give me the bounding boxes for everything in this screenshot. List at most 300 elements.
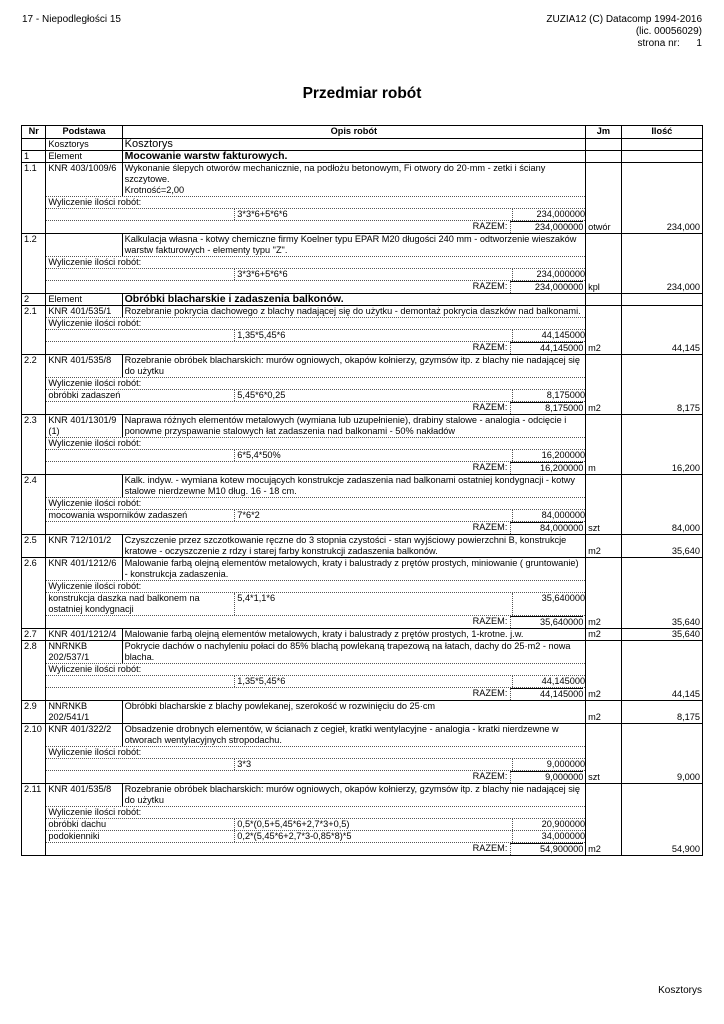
calc-row-pod: [46, 330, 586, 342]
calc-row-nr: [22, 676, 46, 688]
item-row-opis: [122, 784, 585, 807]
calc-line-label: [46, 759, 234, 770]
item-row-pod: KNR 401/535/8: [46, 355, 122, 378]
razem-grid: [46, 342, 585, 354]
item-row: [22, 784, 703, 807]
item-row: [22, 475, 703, 498]
calc-label: Wyliczenie ilości robót:: [46, 580, 585, 593]
calc-label-row: [22, 377, 703, 390]
razem-row-jm: szt: [586, 771, 622, 784]
razem-label: RAZEM:: [472, 342, 508, 352]
calc-grid: [46, 269, 585, 281]
razem-label: RAZEM:: [472, 462, 508, 472]
item-row-pod: [46, 475, 122, 498]
razem-row-pod: [46, 462, 586, 475]
item-row-opis: [122, 475, 585, 498]
calc-label-row-il: [621, 580, 702, 593]
calc-row-pod: [46, 390, 586, 402]
calc-line-label: [46, 676, 234, 687]
calc-row-nr: [22, 510, 46, 522]
kosztorys-podstawa: Kosztorys: [46, 139, 122, 151]
header-left: 17 - Niepodległości 15: [22, 14, 121, 25]
item-row-nr: 2.10: [22, 724, 46, 747]
calc-label-row-jm: [586, 497, 622, 510]
calc-line-label: [46, 330, 234, 341]
calc-row-il: [621, 819, 702, 831]
item-description: Kalk. indyw. - wymiana kotew mocujących konstrukcje zadaszenia nad balkonami ostatniej kondygnacji - kotwy stalowe nierdzewne M10 dług. 16 - 18 cm.: [124, 475, 576, 496]
calc-row-il: [621, 390, 702, 402]
razem-value: 44,145000: [510, 688, 583, 700]
calc-row-nr: [22, 593, 46, 616]
item-row-nr: 2.1: [22, 306, 46, 318]
calc-grid: [46, 330, 585, 342]
calc-row: [22, 390, 703, 402]
calc-label-row: [22, 663, 703, 676]
item-row-jm: [586, 475, 622, 498]
calc-label-row: [22, 806, 703, 819]
table-header-row: [22, 126, 703, 139]
calc-label-row-nr: [22, 437, 46, 450]
calc-row-il: [621, 593, 702, 616]
item-row-jm: [586, 784, 622, 807]
calc-row-nr: [22, 390, 46, 402]
razem-grid: [46, 281, 585, 293]
item-description: Czyszczenie przez szczotkowanie ręczne do 3 stopnia czystości - stan wyjściowy powierzchni B, konstrukcje kratowe - oczyszczenie z rdzy i starej farby konstrukcji zadaszenia balkonów.: [124, 535, 567, 556]
calc-line-label: [46, 209, 234, 220]
calc-value: 8,175000: [512, 390, 585, 401]
calc-label-row-il: [621, 437, 702, 450]
item-row-opis: [122, 355, 585, 378]
header-page-number: strona nr: 1: [637, 38, 702, 49]
item-row-nr: 2.5: [22, 535, 46, 558]
razem-row-il: 84,000: [621, 522, 702, 535]
razem-row-pod: [46, 771, 586, 784]
item-row: [22, 163, 703, 197]
section-row-jm: [586, 151, 622, 163]
calc-row-il: [621, 510, 702, 522]
item-row: [22, 558, 703, 581]
item-row-jm: [586, 641, 622, 664]
item-description: Obsadzenie drobnych elementów, w ścianach z cegieł, kratki wentylacyjne - analogia - kratki nierdzewne w otworach wentylacyjnych stropodachu.: [124, 724, 559, 745]
calc-value: 35,640000: [512, 593, 585, 615]
item-row-jm: m2: [586, 535, 622, 558]
item-row-jm: m2: [586, 629, 622, 641]
razem-grid: [46, 616, 585, 628]
item-row-opis: [122, 415, 585, 438]
header-license: (lic. 00056029): [635, 26, 702, 37]
razem-row-il: 35,640: [621, 616, 702, 629]
calc-label: Wyliczenie ilości robót:: [46, 317, 585, 330]
section-row-nr: 2: [22, 294, 46, 306]
item-row-il: [621, 234, 702, 257]
razem-row: [22, 342, 703, 355]
calc-line-label: obróbki dachu: [48, 819, 107, 829]
calc-row-jm: [586, 593, 622, 616]
razem-label: RAZEM:: [472, 843, 508, 853]
item-row-pod: NNRNKB 202/541/1: [46, 701, 122, 724]
razem-value: 234,000000: [510, 281, 583, 293]
item-row-il: [621, 558, 702, 581]
calc-row-il: [621, 450, 702, 462]
item-row-pod: KNR 712/101/2: [46, 535, 122, 558]
razem-label: RAZEM:: [472, 771, 508, 781]
calc-line-label: [46, 450, 234, 461]
section-row-pod: Element: [46, 294, 122, 306]
calc-label-row-pod: [46, 256, 586, 269]
calc-label-row-jm: [586, 806, 622, 819]
calc-label-row: [22, 497, 703, 510]
calc-row-nr: [22, 819, 46, 831]
item-row: [22, 535, 703, 558]
item-row-opis: [122, 234, 585, 257]
item-description: Malowanie farbą olejną elementów metalowych, kraty i balustrady z prętów prostych, 1-krotne. j.w.: [124, 629, 524, 639]
calc-label-row: [22, 437, 703, 450]
razem-value: 8,175000: [510, 402, 583, 414]
section-row-opis: Obróbki blacharskie i zadaszenia balkonów.: [122, 294, 585, 306]
calc-label: Wyliczenie ilości robót:: [46, 196, 585, 209]
item-row-nr: 2.8: [22, 641, 46, 664]
razem-row-nr: [22, 221, 46, 234]
calc-row-jm: [586, 676, 622, 688]
item-row: [22, 355, 703, 378]
razem-label: RAZEM:: [472, 688, 508, 698]
calc-row: [22, 831, 703, 843]
footer-label: Kosztorys: [658, 985, 702, 996]
calc-label-row-jm: [586, 580, 622, 593]
razem-row-jm: m: [586, 462, 622, 475]
item-row-jm: [586, 415, 622, 438]
calc-formula: 0,2*(5,45*6+2,7*3-0,85*8)*5: [234, 831, 512, 842]
calc-row-nr: [22, 330, 46, 342]
item-row-jm: [586, 355, 622, 378]
razem-row-il: 16,200: [621, 462, 702, 475]
calc-row: [22, 676, 703, 688]
calc-grid: [46, 450, 585, 462]
calc-row: [22, 819, 703, 831]
calc-line-label: mocowania wsporników zadaszeń: [48, 510, 188, 520]
calc-value: 44,145000: [512, 330, 585, 341]
calc-formula: 3*3*6+5*6*6: [234, 209, 512, 220]
col-header-nr: Nr: [22, 126, 46, 139]
item-row-opis: [122, 163, 585, 197]
calc-row-jm: [586, 450, 622, 462]
header-program: ZUZIA12 (C) Datacomp 1994-2016: [546, 14, 702, 25]
calc-label-row-nr: [22, 497, 46, 510]
item-row: [22, 415, 703, 438]
item-row-opis: [122, 701, 585, 724]
kosztorys-ilosc: [621, 139, 702, 151]
item-row-pod: KNR 401/1301/9 (1): [46, 415, 122, 438]
calc-row-jm: [586, 209, 622, 221]
calc-label-row-jm: [586, 437, 622, 450]
col-header-jm: Jm: [586, 126, 622, 139]
calc-row-pod: [46, 269, 586, 281]
calc-label-row-jm: [586, 196, 622, 209]
razem-row-jm: m2: [586, 402, 622, 415]
section-row-opis: Mocowanie warstw fakturowych.: [122, 151, 585, 163]
calc-formula: 1,35*5,45*6: [234, 330, 512, 341]
calc-label-row-il: [621, 806, 702, 819]
item-row-jm: [586, 234, 622, 257]
razem-grid: [46, 402, 585, 414]
razem-value: 44,145000: [510, 342, 583, 354]
calc-row: [22, 330, 703, 342]
table-body: [22, 139, 703, 856]
item-row-nr: 2.7: [22, 629, 46, 641]
razem-row-nr: [22, 843, 46, 856]
item-description: Kalkulacja własna - kotwy chemiczne firmy Koelner typu EPAR M20 długości 240 mm - odtworzenie wieszaków warstw fakturowych - elementy typu "Z".: [124, 234, 577, 255]
calc-row-pod: [46, 759, 586, 771]
calc-label-row-jm: [586, 663, 622, 676]
calc-row-pod: [46, 209, 586, 221]
calc-formula: 5,45*6*0,25: [234, 390, 512, 401]
calc-label: Wyliczenie ilości robót:: [46, 437, 585, 450]
razem-row-jm: kpl: [586, 281, 622, 294]
section-row-nr: 1: [22, 151, 46, 163]
item-row-pod: KNR 401/1212/4: [46, 629, 122, 641]
razem-row-il: 54,900: [621, 843, 702, 856]
calc-row-nr: [22, 831, 46, 843]
item-row-nr: 1.2: [22, 234, 46, 257]
item-row: [22, 701, 703, 724]
kosztorys-row: [22, 139, 703, 151]
razem-label: RAZEM:: [472, 281, 508, 291]
calc-value: 20,900000: [512, 819, 585, 830]
calc-row: [22, 209, 703, 221]
razem-row-jm: m2: [586, 616, 622, 629]
item-row-il: [621, 641, 702, 664]
item-description: Malowanie farbą olejną elementów metalowych, kraty i balustrady z prętów prostych, miniowanie ( gruntowanie) - konstrukcja zadaszenia.: [124, 558, 579, 579]
section-row: [22, 151, 703, 163]
razem-row-nr: [22, 616, 46, 629]
item-row-il: [621, 784, 702, 807]
calc-row: [22, 593, 703, 616]
calc-value: 234,000000: [512, 209, 585, 220]
calc-row-il: [621, 759, 702, 771]
razem-row: [22, 843, 703, 856]
calc-label-row-il: [621, 377, 702, 390]
calc-row-nr: [22, 759, 46, 771]
calc-label-row-pod: [46, 806, 586, 819]
calc-label-row-il: [621, 256, 702, 269]
calc-label-row-pod: [46, 377, 586, 390]
calc-row-pod: [46, 450, 586, 462]
calc-label-row-jm: [586, 256, 622, 269]
item-multiplier: Krotność=2,00: [124, 185, 185, 195]
item-description: Rozebranie obróbek blacharskich: murów ogniowych, okapów kołnierzy, gzymsów itp. z blachy nie nadającej się do użytku: [124, 355, 580, 376]
razem-value: 35,640000: [510, 616, 583, 628]
calc-row-jm: [586, 390, 622, 402]
razem-grid: [46, 522, 585, 534]
calc-formula: 7*6*2: [234, 510, 512, 521]
calc-row: [22, 269, 703, 281]
calc-row-nr: [22, 450, 46, 462]
calc-row-pod: [46, 510, 586, 522]
section-row-il: [621, 294, 702, 306]
calc-row-jm: [586, 759, 622, 771]
calc-row-pod: [46, 831, 586, 843]
item-row-nr: 2.4: [22, 475, 46, 498]
razem-grid: [46, 843, 585, 855]
calc-formula: 1,35*5,45*6: [234, 676, 512, 687]
calc-label-row-nr: [22, 256, 46, 269]
razem-row-pod: [46, 688, 586, 701]
calc-grid: [46, 510, 585, 522]
item-row-il: [621, 475, 702, 498]
razem-grid: [46, 771, 585, 783]
razem-row-jm: m2: [586, 688, 622, 701]
calc-grid: [46, 593, 585, 616]
razem-value: 16,200000: [510, 462, 583, 474]
calc-grid: [46, 390, 585, 402]
calc-label: Wyliczenie ilości robót:: [46, 663, 585, 676]
calc-label-row-pod: [46, 437, 586, 450]
calc-row-pod: [46, 593, 586, 616]
calc-label-row-nr: [22, 317, 46, 330]
razem-row-pod: [46, 843, 586, 856]
calc-grid: [46, 676, 585, 688]
item-row-nr: 2.11: [22, 784, 46, 807]
item-row-opis: [122, 306, 585, 318]
calc-row-il: [621, 676, 702, 688]
item-row-nr: 2.9: [22, 701, 46, 724]
calc-line-label: podokienniki: [48, 831, 100, 841]
calc-label: Wyliczenie ilości robót:: [46, 746, 585, 759]
section-row-il: [621, 151, 702, 163]
item-description: Pokrycie dachów o nachyleniu połaci do 85% blachą powlekaną trapezową na łatach, dachy do 25·m2 - nowa blacha.: [124, 641, 571, 662]
item-row-il: 35,640: [621, 629, 702, 641]
item-row-pod: [46, 234, 122, 257]
item-row-pod: KNR 401/1212/6: [46, 558, 122, 581]
col-header-ilosc: Ilość: [621, 126, 702, 139]
calc-label-row: [22, 317, 703, 330]
calc-label-row-il: [621, 196, 702, 209]
calc-label-row: [22, 196, 703, 209]
razem-row: [22, 402, 703, 415]
item-row-opis: [122, 724, 585, 747]
item-row-jm: [586, 724, 622, 747]
razem-row-jm: otwór: [586, 221, 622, 234]
calc-formula: 6*5,4*50%: [234, 450, 512, 461]
section-row-jm: [586, 294, 622, 306]
calc-label-row-pod: [46, 317, 586, 330]
item-row-nr: 1.1: [22, 163, 46, 197]
item-row-il: [621, 415, 702, 438]
item-row-nr: 2.6: [22, 558, 46, 581]
calc-grid: [46, 209, 585, 221]
razem-row-il: 234,000: [621, 221, 702, 234]
calc-label-row-il: [621, 663, 702, 676]
calc-value: 9,000000: [512, 759, 585, 770]
item-description: Wykonanie ślepych otworów mechanicznie, na podłożu betonowym, Fi otwory do 20·mm - zetki i ściany szczytowe.: [124, 163, 546, 184]
razem-row-jm: szt: [586, 522, 622, 535]
razem-value: 84,000000: [510, 522, 583, 534]
calc-label-row-pod: [46, 196, 586, 209]
razem-value: 9,000000: [510, 771, 583, 783]
calc-formula: 3*3: [234, 759, 512, 770]
item-row-il: [621, 306, 702, 318]
razem-row-pod: [46, 616, 586, 629]
item-description: Obróbki blacharskie z blachy powlekanej, szerokość w rozwinięciu do 25·cm: [124, 701, 436, 711]
calc-grid: [46, 759, 585, 771]
razem-grid: [46, 221, 585, 233]
item-row-nr: 2.2: [22, 355, 46, 378]
razem-row-il: 44,145: [621, 342, 702, 355]
calc-label-row-pod: [46, 663, 586, 676]
item-row: [22, 629, 703, 641]
razem-row-jm: m2: [586, 342, 622, 355]
kosztorys-opis: Kosztorys: [122, 139, 585, 151]
razem-row: [22, 221, 703, 234]
razem-row-nr: [22, 402, 46, 415]
calc-label-row-nr: [22, 746, 46, 759]
razem-row-nr: [22, 522, 46, 535]
razem-row-nr: [22, 462, 46, 475]
razem-row-pod: [46, 402, 586, 415]
calc-row-jm: [586, 330, 622, 342]
item-description: Rozebranie obróbek blacharskich: murów ogniowych, okapów kołnierzy, gzymsów itp. z blachy nie nadającej się do użytku: [124, 784, 580, 805]
item-description: Naprawa różnych elementów metalowych (wymiana lub uzupełnienie), drabiny stalowe - analogia - odcięcie i ponowne przyspawanie stalowych łat zadaszenia nad balkonami - 50% nakładów: [124, 415, 567, 436]
przedmiar-table: [21, 125, 703, 856]
calc-label-row-pod: [46, 580, 586, 593]
razem-row-il: 9,000: [621, 771, 702, 784]
razem-row-pod: [46, 221, 586, 234]
section-row: [22, 294, 703, 306]
col-header-podstawa: Podstawa: [46, 126, 122, 139]
razem-row: [22, 771, 703, 784]
calc-row-pod: [46, 676, 586, 688]
calc-label-row-nr: [22, 806, 46, 819]
calc-formula: 0,5*(0,5+5,45*6+2,7*3+0,5): [234, 819, 512, 830]
calc-row-il: [621, 330, 702, 342]
calc-label-row-il: [621, 497, 702, 510]
calc-formula: 3*3*6+5*6*6: [234, 269, 512, 280]
item-row: [22, 234, 703, 257]
calc-value: 84,000000: [512, 510, 585, 521]
razem-row-nr: [22, 281, 46, 294]
calc-line-label: obróbki zadaszeń: [48, 390, 121, 400]
razem-row-pod: [46, 281, 586, 294]
kosztorys-nr: [22, 139, 46, 151]
calc-label: Wyliczenie ilości robót:: [46, 806, 585, 819]
item-row-jm: [586, 163, 622, 197]
item-row-opis: [122, 535, 585, 558]
section-row-pod: Element: [46, 151, 122, 163]
calc-row-nr: [22, 269, 46, 281]
razem-label: RAZEM:: [472, 522, 508, 532]
kosztorys-jm: [586, 139, 622, 151]
calc-label-row-nr: [22, 580, 46, 593]
calc-label-row-jm: [586, 317, 622, 330]
calc-row-il: [621, 209, 702, 221]
razem-row-il: 44,145: [621, 688, 702, 701]
item-row-nr: 2.3: [22, 415, 46, 438]
razem-row-pod: [46, 522, 586, 535]
item-row-opis: [122, 558, 585, 581]
item-row-pod: KNR 401/535/8: [46, 784, 122, 807]
calc-grid: [46, 831, 585, 843]
item-row-pod: KNR 401/535/1: [46, 306, 122, 318]
calc-value: 234,000000: [512, 269, 585, 280]
razem-row: [22, 281, 703, 294]
item-row-opis: [122, 641, 585, 664]
razem-row-il: 8,175: [621, 402, 702, 415]
item-row-il: 35,640: [621, 535, 702, 558]
calc-label-row-il: [621, 317, 702, 330]
razem-label: RAZEM:: [472, 616, 508, 626]
calc-formula: 5,4*1,1*6: [234, 593, 512, 615]
calc-value: 44,145000: [512, 676, 585, 687]
